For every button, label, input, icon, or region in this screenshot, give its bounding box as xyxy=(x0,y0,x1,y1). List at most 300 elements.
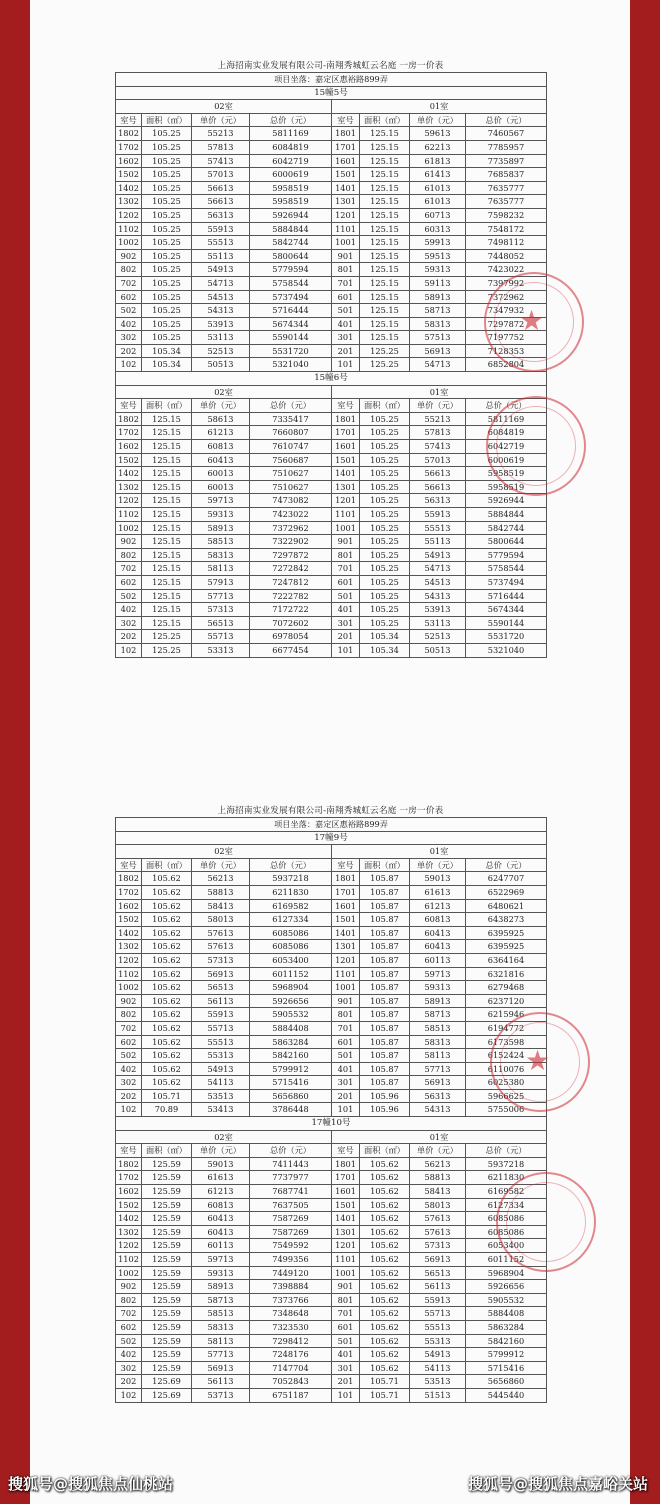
table-cell: 5674344 xyxy=(466,603,547,617)
table-cell: 50513 xyxy=(410,643,466,657)
table-row xyxy=(116,304,547,318)
table-cell: 58313 xyxy=(192,548,250,562)
table-row xyxy=(116,630,547,644)
table-cell: 7660807 xyxy=(250,426,332,440)
table-cell: 125.15 xyxy=(142,508,192,522)
table-cell: 105.25 xyxy=(142,317,192,331)
table-cell: 105.71 xyxy=(142,1089,192,1103)
table-cell: 6110076 xyxy=(466,1062,547,1076)
column-header-row xyxy=(116,1144,547,1158)
table-cell: 60113 xyxy=(192,1239,250,1253)
table-cell: 602 xyxy=(116,575,142,589)
table-cell: 58113 xyxy=(192,562,250,576)
building-name: 15幢5号 xyxy=(116,86,547,100)
table-cell: 55113 xyxy=(410,535,466,549)
table-cell: 60813 xyxy=(192,440,250,454)
footer-watermark-bar xyxy=(0,1460,660,1504)
table-cell: 56213 xyxy=(192,872,250,886)
table-cell: 6053400 xyxy=(466,1239,547,1253)
table-cell: 301 xyxy=(332,1361,360,1375)
table-cell: 55913 xyxy=(192,1008,250,1022)
table-cell: 53513 xyxy=(192,1089,250,1103)
table-cell: 55313 xyxy=(410,1334,466,1348)
table-cell: 51513 xyxy=(410,1388,466,1402)
table-cell: 6085086 xyxy=(250,940,332,954)
room-type-right: 01室 xyxy=(332,385,547,399)
table-row xyxy=(116,1253,547,1267)
table-cell: 101 xyxy=(332,1388,360,1402)
table-cell: 5531720 xyxy=(466,630,547,644)
table-cell: 502 xyxy=(116,1334,142,1348)
table-cell: 105.34 xyxy=(360,643,410,657)
table-cell: 702 xyxy=(116,276,142,290)
table-cell: 7372962 xyxy=(466,290,547,304)
table-cell: 105.71 xyxy=(360,1388,410,1402)
column-header: 单价（元） xyxy=(410,113,466,127)
table-cell: 58913 xyxy=(192,521,250,535)
table-cell: 105.25 xyxy=(360,480,410,494)
table-cell: 5656860 xyxy=(466,1375,547,1389)
table-cell: 105.62 xyxy=(360,1348,410,1362)
table-cell: 59313 xyxy=(410,981,466,995)
table-cell: 55213 xyxy=(192,127,250,141)
table-cell: 5715416 xyxy=(250,1076,332,1090)
table-cell: 105.25 xyxy=(360,562,410,576)
table-cell: 7298412 xyxy=(250,1334,332,1348)
table-cell: 60813 xyxy=(410,913,466,927)
table-cell: 402 xyxy=(116,1348,142,1362)
building-header-row xyxy=(116,372,547,386)
table-cell: 58313 xyxy=(410,317,466,331)
table-cell: 105.25 xyxy=(360,575,410,589)
table-cell: 125.15 xyxy=(360,249,410,263)
room-type-left: 02室 xyxy=(116,385,332,399)
table-cell: 53513 xyxy=(410,1375,466,1389)
table-cell: 501 xyxy=(332,589,360,603)
table-cell: 56613 xyxy=(192,181,250,195)
table-row xyxy=(116,1008,547,1022)
table-cell: 801 xyxy=(332,263,360,277)
table-row xyxy=(116,535,547,549)
table-row xyxy=(116,1266,547,1280)
table-cell: 125.25 xyxy=(360,344,410,358)
table-cell: 201 xyxy=(332,344,360,358)
table-cell: 105.25 xyxy=(360,603,410,617)
table-cell: 58413 xyxy=(410,1185,466,1199)
table-cell: 5905532 xyxy=(466,1293,547,1307)
table-cell: 7247812 xyxy=(250,575,332,589)
table-row xyxy=(116,426,547,440)
table-cell: 5737494 xyxy=(250,290,332,304)
table-cell: 1701 xyxy=(332,885,360,899)
table-row xyxy=(116,1035,547,1049)
table-cell: 55913 xyxy=(410,1293,466,1307)
table-cell: 601 xyxy=(332,1035,360,1049)
table-cell: 105.62 xyxy=(142,1035,192,1049)
table-row xyxy=(116,331,547,345)
table-cell: 7272842 xyxy=(250,562,332,576)
table-cell: 57313 xyxy=(192,603,250,617)
table-cell: 6127334 xyxy=(250,913,332,927)
table-cell: 1801 xyxy=(332,412,360,426)
table-row xyxy=(116,1185,547,1199)
table-cell: 55513 xyxy=(192,1035,250,1049)
table-cell: 1301 xyxy=(332,480,360,494)
table-cell: 1001 xyxy=(332,236,360,250)
table-cell: 6169582 xyxy=(250,899,332,913)
table-cell: 58513 xyxy=(192,1307,250,1321)
table-cell: 105.25 xyxy=(360,440,410,454)
table-cell: 105.25 xyxy=(142,208,192,222)
table-cell: 125.15 xyxy=(360,208,410,222)
table-cell: 56613 xyxy=(192,195,250,209)
table-cell: 105.62 xyxy=(360,1334,410,1348)
table-cell: 62213 xyxy=(410,140,466,154)
table-cell: 5884408 xyxy=(250,1021,332,1035)
column-header: 面积（㎡） xyxy=(142,399,192,413)
table-cell: 5737494 xyxy=(466,575,547,589)
table-cell: 105.62 xyxy=(142,926,192,940)
table-cell: 401 xyxy=(332,1348,360,1362)
table-cell: 60413 xyxy=(410,926,466,940)
table-cell: 5656860 xyxy=(250,1089,332,1103)
table-cell: 201 xyxy=(332,630,360,644)
table-row xyxy=(116,440,547,454)
table-cell: 105.25 xyxy=(142,168,192,182)
table-cell: 5842744 xyxy=(250,236,332,250)
table-cell: 125.59 xyxy=(142,1280,192,1294)
table-cell: 501 xyxy=(332,1049,360,1063)
table-cell: 1502 xyxy=(116,913,142,927)
room-type-row xyxy=(116,100,547,114)
table-cell: 7735897 xyxy=(466,154,547,168)
table-cell: 5445440 xyxy=(466,1388,547,1402)
table-cell: 1701 xyxy=(332,1171,360,1185)
table-cell: 57313 xyxy=(192,953,250,967)
table-cell: 7499356 xyxy=(250,1253,332,1267)
table-cell: 105.25 xyxy=(142,195,192,209)
table-cell: 59013 xyxy=(410,872,466,886)
table-cell: 7197752 xyxy=(466,331,547,345)
column-header: 单价（元） xyxy=(192,858,250,872)
table-cell: 701 xyxy=(332,1307,360,1321)
table-cell: 54513 xyxy=(410,575,466,589)
column-header: 单价（元） xyxy=(410,1144,466,1158)
table-cell: 1102 xyxy=(116,967,142,981)
table-cell: 5779594 xyxy=(466,548,547,562)
table-cell: 125.15 xyxy=(360,263,410,277)
table-cell: 902 xyxy=(116,1280,142,1294)
table-row xyxy=(116,521,547,535)
table-cell: 57713 xyxy=(192,589,250,603)
table-row xyxy=(116,1171,547,1185)
table-cell: 58013 xyxy=(410,1198,466,1212)
table-cell: 1802 xyxy=(116,872,142,886)
table-cell: 53913 xyxy=(192,317,250,331)
table-cell: 7397992 xyxy=(466,276,547,290)
table-cell: 105.25 xyxy=(360,412,410,426)
table-cell: 5755006 xyxy=(466,1103,547,1117)
table-cell: 5863284 xyxy=(466,1320,547,1334)
table-row xyxy=(116,589,547,603)
table-cell: 125.15 xyxy=(142,467,192,481)
table-cell: 125.25 xyxy=(360,358,410,372)
document-title: 上海招南实业发展有限公司-南翔秀城虹云名庭 一房一价表 xyxy=(217,806,444,816)
table-cell: 1502 xyxy=(116,453,142,467)
table-cell: 5842160 xyxy=(250,1049,332,1063)
table-cell: 5674344 xyxy=(250,317,332,331)
right-red-border xyxy=(630,0,660,1504)
table-cell: 7473082 xyxy=(250,494,332,508)
table-cell: 702 xyxy=(116,1307,142,1321)
table-cell: 105.87 xyxy=(360,994,410,1008)
column-header: 单价（元） xyxy=(410,399,466,413)
table-cell: 105.62 xyxy=(142,953,192,967)
building-header-row xyxy=(116,831,547,845)
table-cell: 7128353 xyxy=(466,344,547,358)
table-cell: 125.59 xyxy=(142,1225,192,1239)
table-cell: 6211830 xyxy=(250,885,332,899)
table-cell: 55913 xyxy=(410,508,466,522)
table-cell: 6237120 xyxy=(466,994,547,1008)
table-row xyxy=(116,1089,547,1103)
table-cell: 58613 xyxy=(192,412,250,426)
table-row xyxy=(116,195,547,209)
table-cell: 53913 xyxy=(410,603,466,617)
watermark-right: 搜狐号@搜狐焦点嘉峪关站 xyxy=(467,1475,648,1493)
table-cell: 125.59 xyxy=(142,1171,192,1185)
table-cell: 5800644 xyxy=(250,249,332,263)
table-row xyxy=(116,127,547,141)
table-cell: 401 xyxy=(332,1062,360,1076)
table-cell: 105.25 xyxy=(142,263,192,277)
table-cell: 1302 xyxy=(116,1225,142,1239)
table-cell: 202 xyxy=(116,1089,142,1103)
column-header: 室号 xyxy=(332,858,360,872)
table-cell: 1602 xyxy=(116,1185,142,1199)
table-cell: 902 xyxy=(116,249,142,263)
table-cell: 105.62 xyxy=(142,1062,192,1076)
table-cell: 55713 xyxy=(192,630,250,644)
table-cell: 6480621 xyxy=(466,899,547,913)
table-cell: 105.87 xyxy=(360,967,410,981)
table-cell: 56113 xyxy=(192,994,250,1008)
table-cell: 7637505 xyxy=(250,1198,332,1212)
table-cell: 6011152 xyxy=(250,967,332,981)
table-cell: 1202 xyxy=(116,953,142,967)
table-cell: 201 xyxy=(332,1375,360,1389)
table-cell: 6677454 xyxy=(250,643,332,657)
table-cell: 1701 xyxy=(332,140,360,154)
table-cell: 6084819 xyxy=(250,140,332,154)
table-cell: 1801 xyxy=(332,872,360,886)
table-cell: 7052843 xyxy=(250,1375,332,1389)
table-cell: 59713 xyxy=(192,494,250,508)
table-cell: 105.62 xyxy=(142,1008,192,1022)
table-cell: 125.59 xyxy=(142,1185,192,1199)
table-cell: 60813 xyxy=(192,1198,250,1212)
table-cell: 59013 xyxy=(192,1157,250,1171)
table-cell: 1702 xyxy=(116,1171,142,1185)
table-cell: 5926656 xyxy=(466,1280,547,1294)
table-cell: 60413 xyxy=(192,1212,250,1226)
table-row xyxy=(116,981,547,995)
column-header: 面积（㎡） xyxy=(142,858,192,872)
table-cell: 801 xyxy=(332,1008,360,1022)
table-cell: 202 xyxy=(116,1375,142,1389)
table-cell: 5590144 xyxy=(250,331,332,345)
table-cell: 105.62 xyxy=(142,981,192,995)
table-cell: 7335417 xyxy=(250,412,332,426)
table-cell: 1102 xyxy=(116,508,142,522)
table-cell: 57313 xyxy=(410,1239,466,1253)
table-cell: 125.15 xyxy=(360,127,410,141)
table-cell: 5958519 xyxy=(466,467,547,481)
table-cell: 60013 xyxy=(192,480,250,494)
table-cell: 55713 xyxy=(410,1307,466,1321)
table-cell: 5799912 xyxy=(466,1348,547,1362)
table-cell: 105.62 xyxy=(142,994,192,1008)
table-cell: 7635777 xyxy=(466,195,547,209)
table-cell: 52513 xyxy=(192,344,250,358)
table-cell: 105.62 xyxy=(142,967,192,981)
table-cell: 125.15 xyxy=(142,562,192,576)
table-cell: 105.62 xyxy=(142,885,192,899)
price-table xyxy=(115,817,547,1403)
table-cell: 301 xyxy=(332,1076,360,1090)
table-cell: 7635777 xyxy=(466,181,547,195)
table-cell: 105.25 xyxy=(360,548,410,562)
table-cell: 1001 xyxy=(332,521,360,535)
table-row xyxy=(116,358,547,372)
table-cell: 58313 xyxy=(192,1320,250,1334)
table-cell: 1501 xyxy=(332,913,360,927)
table-cell: 54913 xyxy=(410,548,466,562)
table-cell: 54113 xyxy=(192,1076,250,1090)
table-cell: 5811169 xyxy=(250,127,332,141)
table-cell: 58713 xyxy=(192,1293,250,1307)
table-cell: 105.25 xyxy=(142,249,192,263)
table-cell: 202 xyxy=(116,630,142,644)
table-cell: 105.62 xyxy=(360,1361,410,1375)
table-cell: 105.62 xyxy=(360,1253,410,1267)
room-type-right: 01室 xyxy=(332,845,547,859)
table-cell: 1101 xyxy=(332,1253,360,1267)
table-row xyxy=(116,467,547,481)
table-cell: 6053400 xyxy=(250,953,332,967)
table-cell: 1201 xyxy=(332,953,360,967)
table-cell: 125.15 xyxy=(360,331,410,345)
table-cell: 105.25 xyxy=(142,290,192,304)
table-row xyxy=(116,1103,547,1117)
column-header-row xyxy=(116,858,547,872)
table-cell: 1502 xyxy=(116,168,142,182)
table-cell: 125.59 xyxy=(142,1266,192,1280)
table-cell: 54313 xyxy=(410,589,466,603)
table-cell: 55913 xyxy=(192,222,250,236)
table-cell: 56513 xyxy=(192,981,250,995)
table-cell: 1802 xyxy=(116,127,142,141)
table-cell: 58313 xyxy=(410,1035,466,1049)
table-cell: 125.15 xyxy=(142,494,192,508)
table-cell: 1701 xyxy=(332,426,360,440)
table-cell: 58513 xyxy=(410,1021,466,1035)
table-row xyxy=(116,1157,547,1171)
table-cell: 105.25 xyxy=(360,616,410,630)
table-cell: 58913 xyxy=(410,290,466,304)
table-cell: 55513 xyxy=(410,1320,466,1334)
table-cell: 58713 xyxy=(410,304,466,318)
table-cell: 5811169 xyxy=(466,412,547,426)
table-cell: 901 xyxy=(332,994,360,1008)
table-cell: 105.62 xyxy=(142,1049,192,1063)
table-cell: 105.25 xyxy=(142,276,192,290)
table-row xyxy=(116,967,547,981)
column-header: 总价（元） xyxy=(466,1144,547,1158)
room-type-right: 01室 xyxy=(332,100,547,114)
table-cell: 201 xyxy=(332,1089,360,1103)
table-cell: 54513 xyxy=(192,290,250,304)
table-cell: 501 xyxy=(332,1334,360,1348)
table-cell: 1601 xyxy=(332,899,360,913)
table-cell: 105.96 xyxy=(360,1089,410,1103)
table-cell: 1601 xyxy=(332,440,360,454)
table-cell: 902 xyxy=(116,994,142,1008)
table-cell: 7598232 xyxy=(466,208,547,222)
table-cell: 125.59 xyxy=(142,1334,192,1348)
table-cell: 7560687 xyxy=(250,453,332,467)
table-cell: 5958519 xyxy=(250,181,332,195)
table-cell: 7785957 xyxy=(466,140,547,154)
table-cell: 5758544 xyxy=(466,562,547,576)
table-row xyxy=(116,453,547,467)
table-cell: 125.15 xyxy=(142,603,192,617)
table-cell: 61213 xyxy=(192,1185,250,1199)
table-cell: 7072602 xyxy=(250,616,332,630)
column-header: 总价（元） xyxy=(466,858,547,872)
table-row xyxy=(116,940,547,954)
building-header-row xyxy=(116,86,547,100)
table-cell: 56613 xyxy=(410,467,466,481)
table-cell: 7548172 xyxy=(466,222,547,236)
table-cell: 105.25 xyxy=(142,154,192,168)
table-cell: 6042719 xyxy=(250,154,332,168)
table-cell: 7587269 xyxy=(250,1225,332,1239)
column-header: 单价（元） xyxy=(192,399,250,413)
table-cell: 58013 xyxy=(192,913,250,927)
table-cell: 6169582 xyxy=(466,1185,547,1199)
table-row xyxy=(116,926,547,940)
table-cell: 5958519 xyxy=(466,480,547,494)
table-cell: 125.15 xyxy=(142,575,192,589)
table-cell: 5884844 xyxy=(466,508,547,522)
table-row xyxy=(116,236,547,250)
table-row xyxy=(116,1225,547,1239)
table-cell: 105.62 xyxy=(142,899,192,913)
table-cell: 105.62 xyxy=(142,1076,192,1090)
column-header: 单价（元） xyxy=(192,1144,250,1158)
table-cell: 1101 xyxy=(332,967,360,981)
table-cell: 6084819 xyxy=(466,426,547,440)
price-sheet-2 xyxy=(115,805,546,1403)
table-cell: 1302 xyxy=(116,940,142,954)
table-cell: 125.15 xyxy=(142,480,192,494)
table-cell: 54313 xyxy=(192,304,250,318)
table-cell: 57713 xyxy=(192,1348,250,1362)
table-cell: 105.87 xyxy=(360,913,410,927)
table-cell: 125.69 xyxy=(142,1388,192,1402)
table-cell: 302 xyxy=(116,331,142,345)
